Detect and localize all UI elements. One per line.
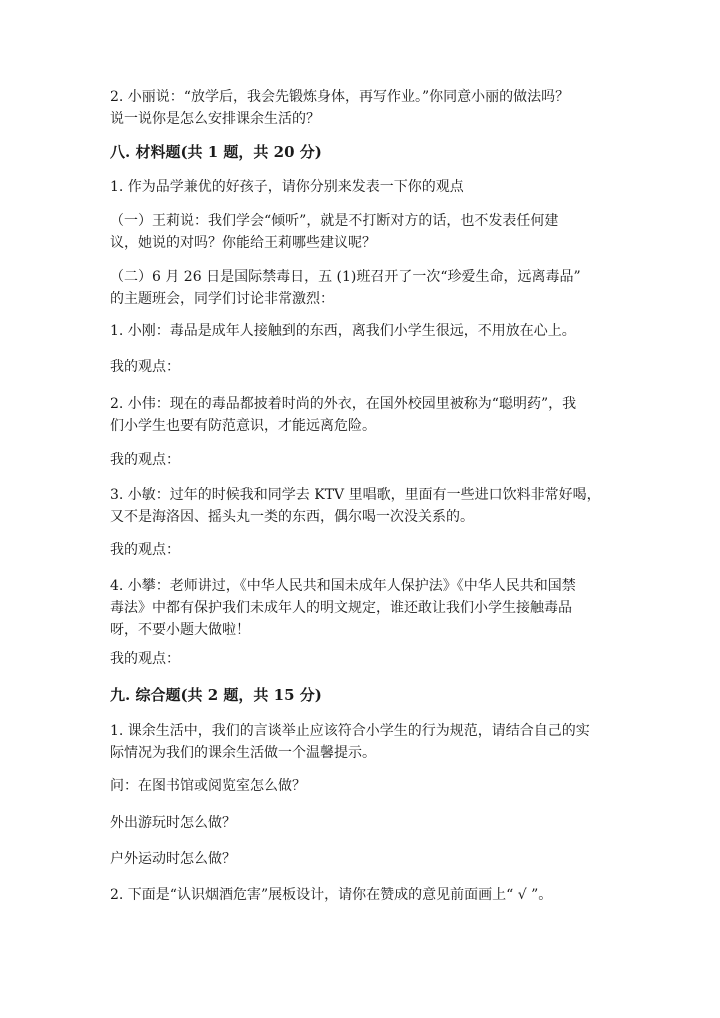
comprehensive-question-1: [110, 720, 630, 764]
part-1-line-1: （一）王莉说：我们学会“倾听”，就是不打断对方的话，也不发表任何建: [110, 213, 559, 229]
statement-4-line-1: 4. 小攀：老师讲过，《中华人民共和国未成年人保护法》《中华人民共和国禁: [110, 578, 576, 594]
part-2-line-2: 的主题班会，同学们讨论非常激烈：: [110, 291, 334, 307]
outing-question: 外出游玩时怎么做？: [110, 815, 236, 831]
part-1-line-2: 议，她说的对吗？你能给王莉哪些建议呢？: [110, 235, 376, 251]
material-question-intro: 1. 作为品学兼优的好孩子，请你分别来发表一下你的观点: [110, 179, 464, 195]
statement-3-line-2: 又不是海洛因、摇头丸一类的东西，偶尔喝一次没关系的。: [110, 509, 474, 525]
statement-3-opinion-label: 我的观点：: [110, 542, 180, 558]
question-2-line-2: 说一说你是怎么安排课余生活的？: [110, 111, 320, 127]
outdoor-sports-question: 户外运动时怎么做？: [110, 851, 236, 867]
question-2-text: [110, 86, 630, 130]
comprehensive-question-2: 2. 下面是“认识烟酒危害”展板设计，请你在赞成的意见前面画上“ √ ”。: [110, 887, 553, 903]
statement-4-opinion-label: 我的观点：: [110, 651, 180, 667]
statement-1-opinion-label: 我的观点：: [110, 359, 180, 375]
statement-3: [110, 484, 630, 528]
statement-2: [110, 393, 630, 437]
part-2-text: [110, 266, 630, 310]
statement-4-line-3: 呀，不要小题大做啦！: [110, 622, 250, 638]
statement-4-line-2: 毒法》中都有保护我们未成年人的明文规定，谁还敢让我们小学生接触毒品: [110, 600, 572, 616]
part-1-text: [110, 210, 630, 254]
statement-2-opinion-label: 我的观点：: [110, 452, 180, 468]
section-9-heading: 九. 综合题(共 2 题，共 15 分): [110, 686, 322, 704]
library-question: 问：在图书馆或阅览室怎么做？: [110, 778, 306, 794]
statement-2-line-1: 2. 小伟：现在的毒品都披着时尚的外衣，在国外校园里被称为“聪明药”，我: [110, 396, 577, 412]
part-2-line-1: （二）6 月 26 日是国际禁毒日，五 (1)班召开了一次“珍爱生命，远离毒品”: [110, 269, 581, 285]
statement-2-line-2: 们小学生也要有防范意识，才能远离危险。: [110, 418, 376, 434]
statement-3-line-1: 3. 小敏：过年的时候我和同学去 KTV 里唱歌，里面有一些进口饮料非常好喝，: [110, 487, 601, 503]
comprehensive-question-1-line-1: 1. 课余生活中，我们的言谈举止应该符合小学生的行为规范，请结合自己的实: [110, 723, 590, 739]
question-2-line-1: 2. 小丽说：“放学后，我会先锻炼身体，再写作业。”你同意小丽的做法吗？: [110, 89, 570, 105]
section-8-heading: 八. 材料题(共 1 题，共 20 分): [110, 143, 322, 161]
comprehensive-question-1-line-2: 际情况为我们的课余生活做一个温馨提示。: [110, 745, 376, 761]
statement-4: [110, 575, 630, 641]
statement-1: 1. 小刚：毒品是成年人接触到的东西，离我们小学生很远，不用放在心上。: [110, 323, 576, 339]
